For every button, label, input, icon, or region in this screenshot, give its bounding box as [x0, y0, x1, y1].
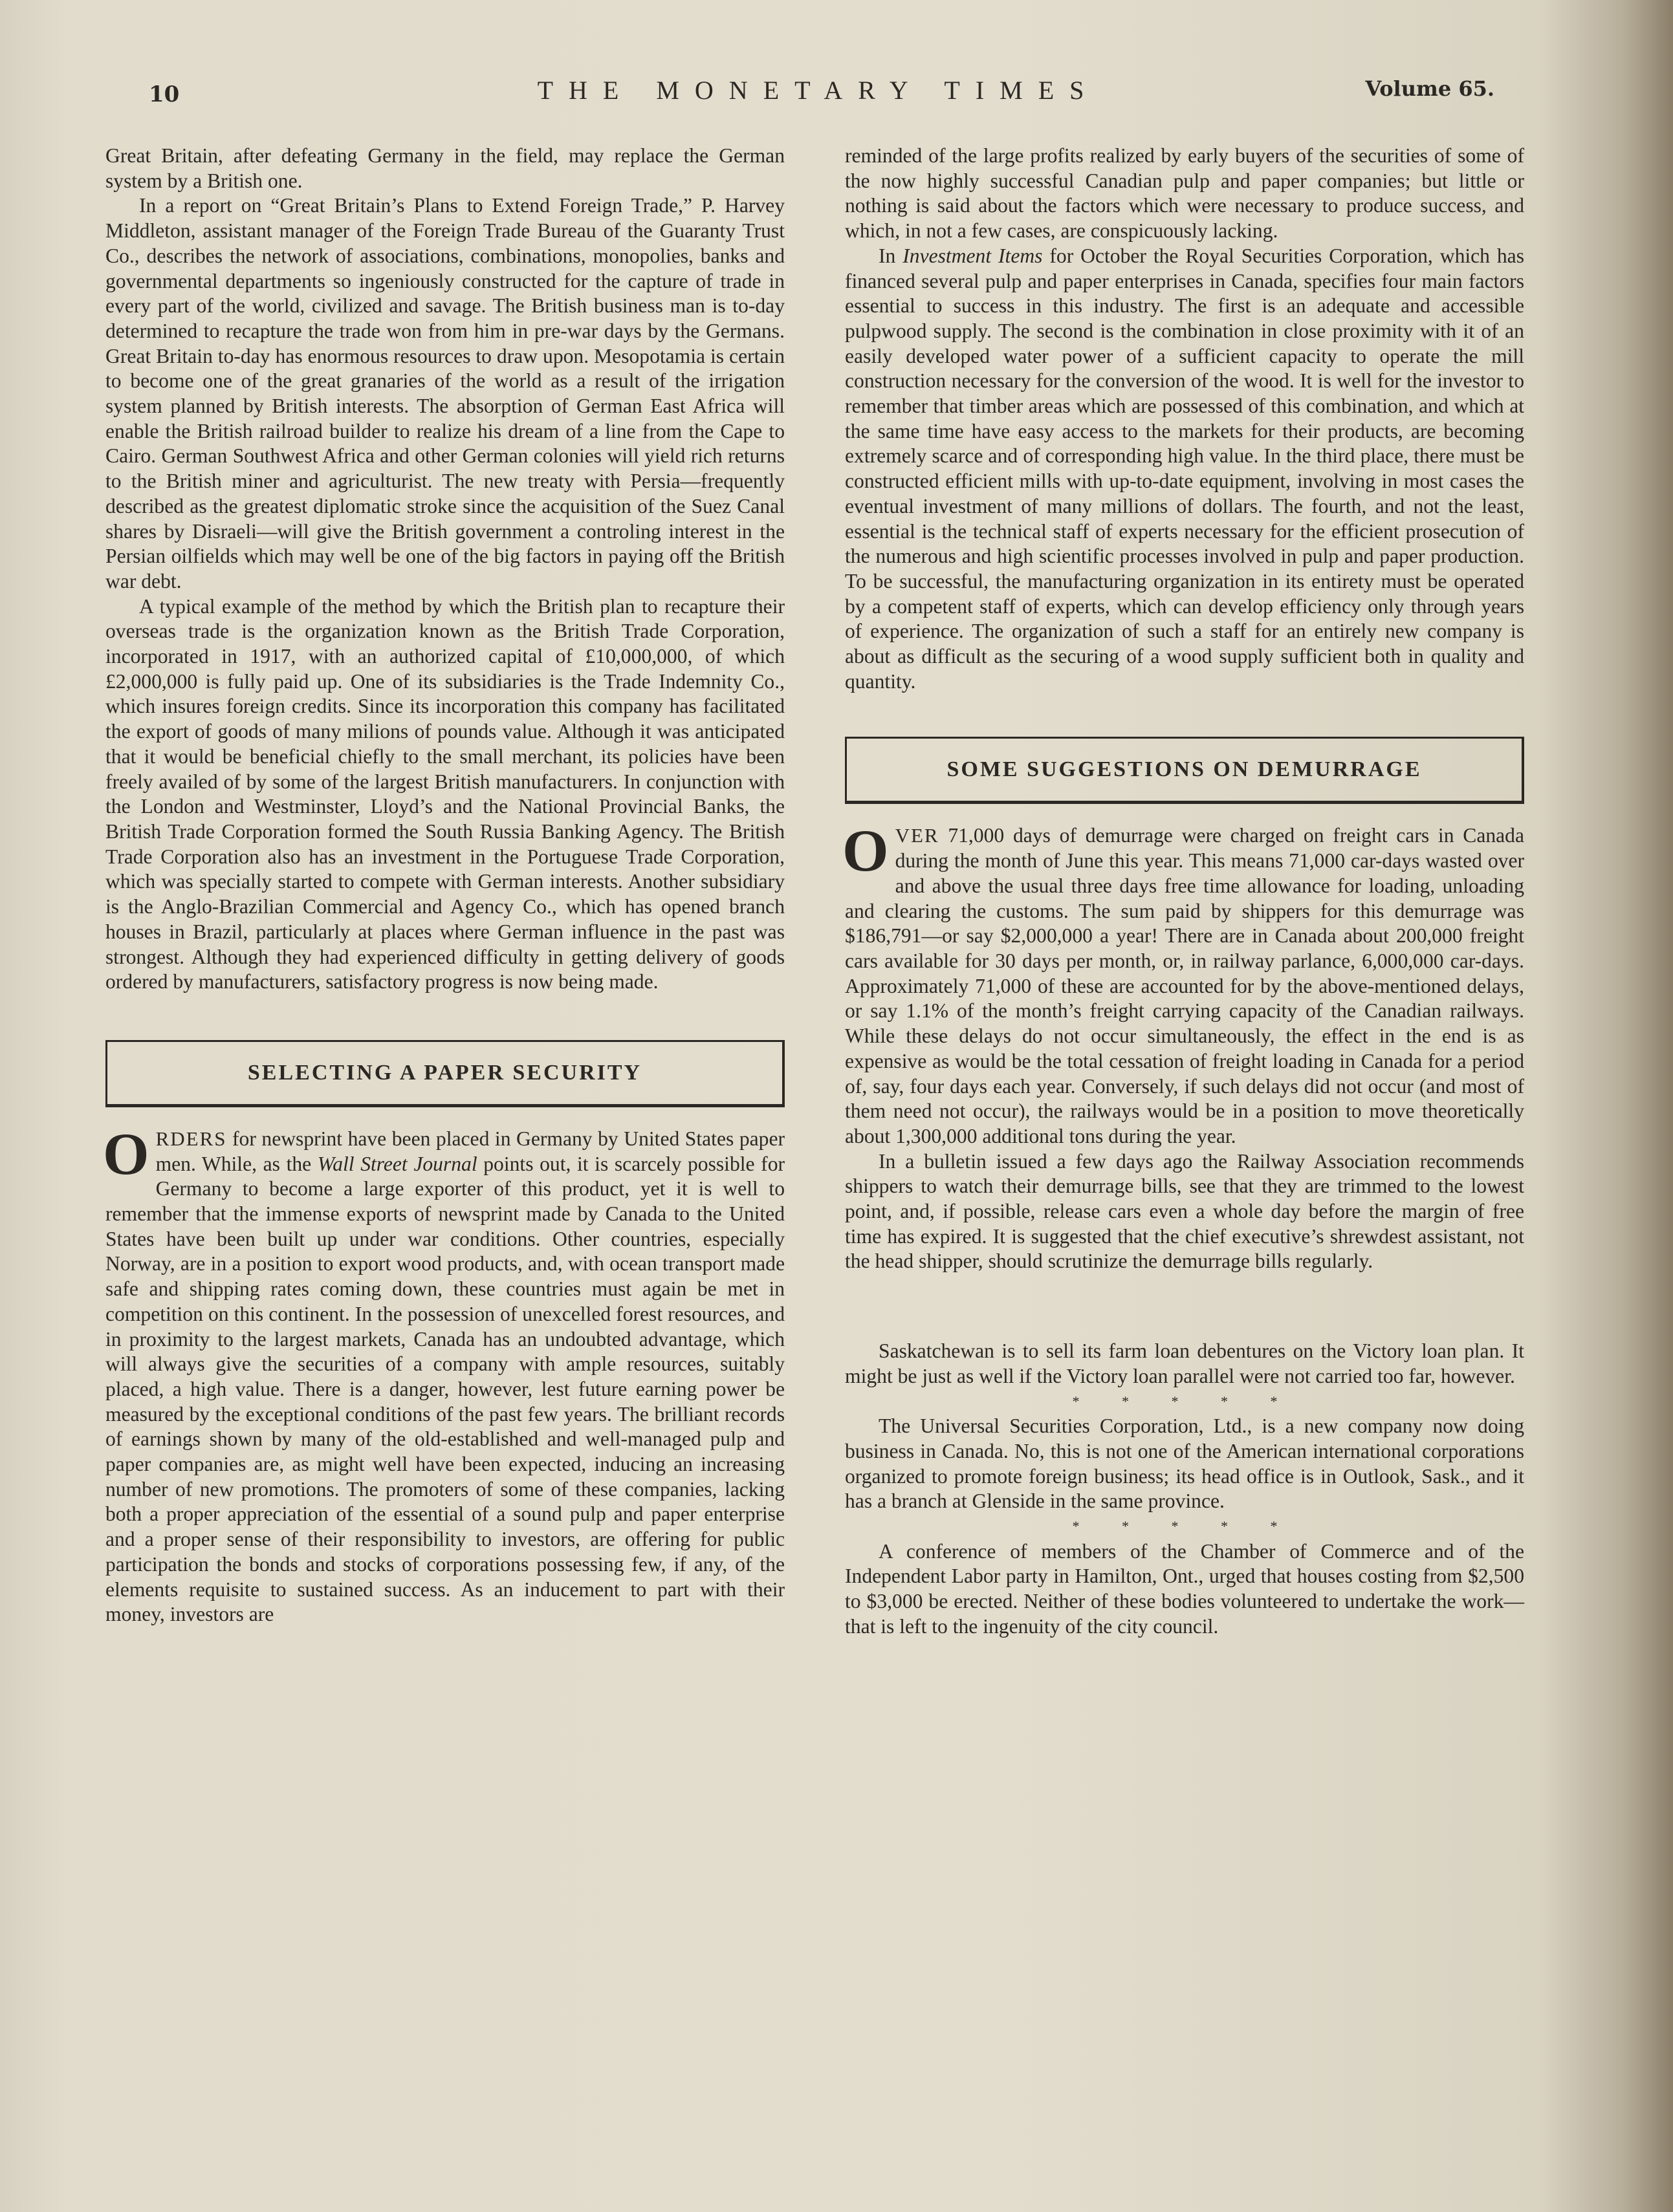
- masthead: THE MONETARY TIMES: [537, 76, 1100, 105]
- right-column: [842, 144, 1525, 1640]
- separator-stars: * * * * *: [1072, 1518, 1297, 1535]
- news-note: A conference of members of the Chamber of Commerce and of the Independent Labor party in Hamilton, Ont., urged that houses costing from $2,500 to $3,000 be erected. Neither of these bodies volunteered to undertake the work—that is left to the ingenuity of the city council.: [845, 1539, 1524, 1638]
- drop-cap: O: [103, 1120, 149, 1187]
- text-run: for October the Royal Securities Corporation, which has financed several pulp and paper enterprises in Canada, specifies four main factors essential to success in this industry. The first is an adequate and accessible pulpwood supply. The second is the combination in close proximity with it of an easily developed water power of a sufficient capacity to operate the mill construction necessary for the conversion of the wood. It is well for the investor to remember that timber areas which are possessed of this combination, and which at the same time have easy access to the markets for their products, are becoming extremely scarce and of corresponding high value. In the third place, there must be constructed efficient mills with up-to-date equipment, involving in most cases the eventual investment of many millions of dollars. The fourth, and not the least, essential is the technical staff of experts necessary for the efficient prosecution of the numerous and high scientific processes involved in pulp and paper production. To be successful, the manufacturing organization in its entirety must be operated by a competent staff of experts, which can develop efficiency only through years of experience. The organization of such a staff for an entirely new company is about as difficult as the securing of a wood supply sufficient both in quality and quantity.: [845, 244, 1525, 693]
- paragraph: In a report on “Great Britain’s Plans to Extend Foreign Trade,” P. Harvey Middleton, assistant manager of the Foreign Trade Bureau of the Guaranty Trust Co., describes the network of associations, combinations, monopolies, banks and governmental departments so ingeniously constructed for the capture of trade in every part of the world, civilized and savage. The British business man is to-day determined to recapture the trade won from him in pre-war days by the Germans. Great Britain to-day has enormous resources to draw upon. Mesopotamia is certain to become one of the great granaries of the world as a result of the irrigation system planned by British interests. The absorption of German East Africa will enable the British railroad builder to realize his dream of a line from the Cape to Cairo. German Southwest Africa and other German colonies will yield rich returns to the British miner and agriculturist. The new treaty with Persia—frequently described as the greatest diplomatic stroke since the acquisition of the Suez Canal shares by Disraeli—will give the British government a controling interest in the Persian oilfields which may well be one of the big factors in paying off the British war debt.: [105, 194, 785, 592]
- news-note: Saskatchewan is to sell its farm loan debentures on the Victory loan plan. It might be just as well if the Victory loan parallel were not carried too far, however.: [845, 1339, 1524, 1387]
- volume-label: Volume 65.: [1365, 76, 1494, 101]
- section-heading-paper-security: SELECTING A PAPER SECURITY: [105, 1040, 785, 1107]
- page-header: [142, 70, 1494, 115]
- page-number: 10: [149, 81, 180, 107]
- article-paragraph: [842, 818, 1524, 1149]
- text-run: 71,000 days of demurrage were charged on freight cars in Canada during the month of June this year. This means 71,000 car-days wasted over and above the usual three days free time allowance for loading, unloading and clearing the customs. The sum paid by shippers for this demurrage was $186,791—or say $2,000,000 a year! There are in Canada about 200,000 freight cars available for 30 days per month, or, in railway parlance, 6,000,000 car-days. Approximately 71,000 of these are accounted for by the above-mentioned delays, or say 1.1% of the month’s freight carrying capacity of the Canadian railways. While these delays do not occur simultaneously, the effect in the end is as expensive as would be the total cessation of freight loading in Canada for a period of, say, four days each year. Conversely, if such delays did not occur (and most of them need not occur), the railways would be in a position to move theoretically about 1,300,000 additional tons during the year.: [845, 824, 1524, 1147]
- paragraph: A typical example of the method by which the British plan to recapture their overseas trade is the organization known as the British Trade Corporation, incorporated in 1917, with an authorized capital of £10,000,000, of which £2,000,000 is fully paid up. One of its subsidiaries is the Trade Indemnity Co., which insures foreign credits. Since its incorporation this company has facilitated the export of goods of many milions of pounds value. Although it was anticipated that it would be beneficial chiefly to the small merchant, its policies have been freely availed of by some of the largest British manufacturers. In conjunction with the London and Westminster, Lloyd’s and the National Provincial Banks, the British Trade Corporation formed the South Russia Banking Agency. The British Trade Corporation also has an investment in the Portuguese Trade Corporation, which was specially started to compete with German interests. Another subsidiary is the Anglo-Brazilian Commercial and Agency Co., which has opened branch houses in Brazil, particularly at places where German influence in the past was strongest. Although they had experienced difficulty in getting delivery of goods ordered by manufacturers, satisfactory progress is now being made.: [105, 594, 785, 993]
- small-caps-word: VER: [895, 824, 939, 847]
- left-column: [105, 144, 785, 1627]
- section-heading-demurrage: SOME SUGGESTIONS ON DEMURRAGE: [845, 737, 1524, 804]
- drop-cap: O: [842, 818, 889, 884]
- article-paragraph: [103, 1120, 785, 1627]
- paragraph: [845, 244, 1524, 695]
- text-run: In: [879, 244, 903, 267]
- separator-stars: * * * * *: [1072, 1393, 1297, 1409]
- text-run: for newsprint have been placed in Germany by United States paper men. While, as the: [155, 1127, 785, 1175]
- paragraph: In a bulletin issued a few days ago the Railway Association recommends shippers to watch their demurrage bills, see that they are trimmed to the lowest point, and, if possible, release cars even a whole day before the margin of free time has expired. It is suggested that the chief executive’s shrewdest assistant, not the head shipper, should scrutinize the demurrage bills regularly.: [845, 1149, 1524, 1273]
- text-run: points out, it is scarcely possible for Germany to become a large exporter of this product, yet it is well to remember that the immense exports of newsprint made by Canada to the United States have been built up under war conditions. Other countries, especially Norway, are in a position to export wood products, and, with ocean transport made safe and shipping rates coming down, these countries must again be met in competition on this continent. In the possession of unexcelled forest resources, and in proximity to the largest markets, Canada has an undoubted advantage, which will always give the securities of a company with ample resources, suitably placed, a high value. There is a danger, however, lest future earning power be measured by the exceptional conditions of the past few years. The brilliant records of earnings shown by many of the old-established and well-managed pulp and paper companies are, as might well have been expected, inducing an increasing number of new promotions. The promoters of some of these companies, lacking both a proper appreciation of the essential of a sound pulp and paper enterprise and a proper sense of their responsibility to investors, are offering for public participation the bonds and stocks of corporations possessing few, if any, of the elements requisite to sustained success. As an inducement to part with their money, investors are: [105, 1152, 785, 1626]
- news-note: The Universal Securities Corporation, Ltd., is a new company now doing business in Canada. No, this is not one of the American international corporations organized to promote foreign business; its head office is in Outlook, Sask., and it has a branch at Glenside in the same province.: [845, 1415, 1524, 1513]
- paragraph: reminded of the large profits realized by early buyers of the securities of some of the now highly successful Canadian pulp and paper companies; but little or nothing is said about the factors which were necessary to produce success, and which, in not a few cases, are conspicuously lacking.: [845, 144, 1524, 243]
- small-caps-word: RDERS: [155, 1127, 227, 1150]
- paragraph: Great Britain, after defeating Germany in the field, may replace the German system by a British one.: [105, 144, 785, 192]
- publication-name: Wall Street Journal: [317, 1152, 477, 1175]
- publication-name: Investment Items: [902, 244, 1043, 267]
